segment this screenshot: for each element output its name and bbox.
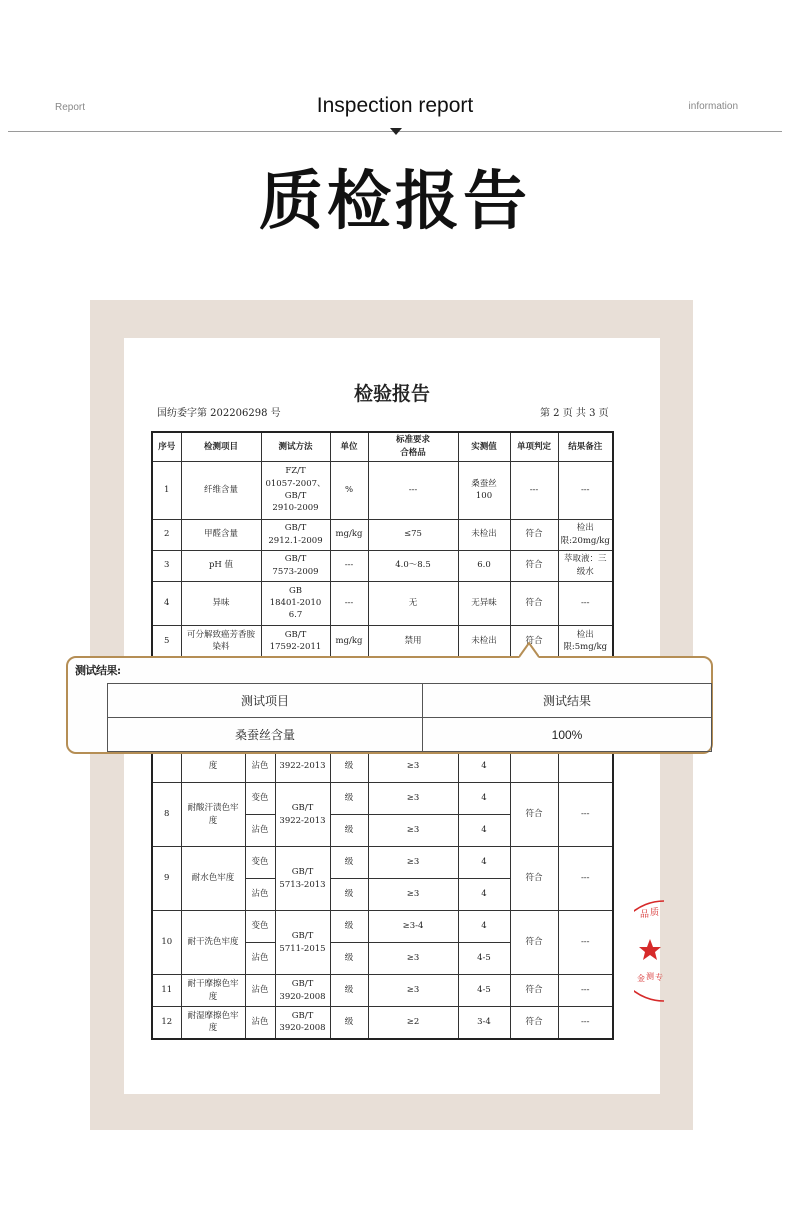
judgement: 符合 xyxy=(510,519,558,550)
judgement xyxy=(510,750,558,783)
requirement: ≥3 xyxy=(368,750,458,783)
test-method: GB/T 2912.1-2009 xyxy=(261,519,330,550)
unit: 级 xyxy=(330,975,368,1007)
requirement: ≥3 xyxy=(368,847,458,879)
row-number xyxy=(152,750,181,783)
result-value: 100% xyxy=(423,718,712,752)
test-item: 异味 xyxy=(181,581,261,625)
result-item: 桑蚕丝含量 xyxy=(108,718,423,752)
requirement: ≤75 xyxy=(368,519,458,550)
measured-value: 4 xyxy=(458,815,510,847)
unit: mg/kg xyxy=(330,625,368,658)
measured-value: 无异味 xyxy=(458,581,510,625)
popup-pointer xyxy=(519,642,539,658)
table-row xyxy=(152,975,613,1007)
document-title: 检验报告 xyxy=(353,383,430,405)
requirement: --- xyxy=(368,461,458,519)
unit: 级 xyxy=(330,879,368,911)
measured-value: 桑蚕丝 100 xyxy=(458,461,510,519)
unit: % xyxy=(330,461,368,519)
sub-item: 变色 xyxy=(245,783,275,815)
result-note: --- xyxy=(558,911,613,975)
row-number: 2 xyxy=(152,519,181,550)
test-item: pH 值 xyxy=(181,550,261,581)
sub-item: 沾色 xyxy=(245,1007,275,1039)
judgement: --- xyxy=(510,461,558,519)
test-method: GB/T 5713-2013 xyxy=(275,847,330,911)
judgement: 符合 xyxy=(510,847,558,911)
test-item: 可分解致癌芳香胺染料 xyxy=(181,625,261,658)
requirement: ≥3 xyxy=(368,943,458,975)
table-row xyxy=(152,581,613,625)
svg-text:品: 品 xyxy=(640,910,650,920)
table-row xyxy=(152,625,613,658)
unit: mg/kg xyxy=(330,519,368,550)
test-method: GB/T 17592-2011 xyxy=(261,625,330,658)
unit: --- xyxy=(330,550,368,581)
table-header-row xyxy=(152,432,613,461)
measured-value: 4 xyxy=(458,783,510,815)
sub-item: 沾色 xyxy=(245,815,275,847)
test-item: 耐干洗色牢度 xyxy=(181,911,245,975)
judgement: 符合 xyxy=(510,975,558,1007)
requirement: ≥3 xyxy=(368,783,458,815)
row-number: 8 xyxy=(152,783,181,847)
table-row xyxy=(152,783,613,815)
row-number: 10 xyxy=(152,911,181,975)
test-item: 耐酸汗渍色牢 度 xyxy=(181,783,245,847)
page-number: 第 2 页 共 3 页 xyxy=(540,408,609,419)
column-header: 实测值 xyxy=(458,432,510,461)
main-title: 质检报告 xyxy=(259,164,531,239)
measured-value: 未检出 xyxy=(458,625,510,658)
test-item: 耐水色牢度 xyxy=(181,847,245,911)
row-number: 9 xyxy=(152,847,181,911)
svg-text:金: 金 xyxy=(637,974,645,983)
result-note: --- xyxy=(558,1007,613,1039)
measured-value: 4-5 xyxy=(458,943,510,975)
unit: 级 xyxy=(330,750,368,783)
row-number: 5 xyxy=(152,625,181,658)
column-header: 标准要求 合格品 xyxy=(368,432,458,461)
svg-text:质: 质 xyxy=(650,908,660,918)
down-triangle-icon xyxy=(390,128,402,135)
measured-value: 4 xyxy=(458,911,510,943)
table-row xyxy=(152,1007,613,1039)
test-item: 甲醛含量 xyxy=(181,519,261,550)
table-row xyxy=(152,461,613,519)
unit: --- xyxy=(330,581,368,625)
table-row xyxy=(152,750,613,783)
sub-item: 沾色 xyxy=(245,879,275,911)
unit: 级 xyxy=(330,815,368,847)
test-method: GB/T 5711-2015 xyxy=(275,911,330,975)
result-note: --- xyxy=(558,581,613,625)
header-right-label: information xyxy=(688,101,738,112)
sub-item: 沾色 xyxy=(245,750,275,783)
unit: 级 xyxy=(330,943,368,975)
test-item: 耐干摩擦色牢 度 xyxy=(181,975,245,1007)
requirement: 无 xyxy=(368,581,458,625)
measured-value: 4 xyxy=(458,750,510,783)
requirement: 禁用 xyxy=(368,625,458,658)
result-note: --- xyxy=(558,783,613,847)
unit: 级 xyxy=(330,1007,368,1039)
judgement: 符合 xyxy=(510,581,558,625)
unit: 级 xyxy=(330,911,368,943)
row-number: 3 xyxy=(152,550,181,581)
test-method: GB/T 7573-2009 xyxy=(261,550,330,581)
measured-value: 6.0 xyxy=(458,550,510,581)
result-header-value: 测试结果 xyxy=(423,684,712,718)
table-row xyxy=(152,911,613,943)
requirement: ≥3-4 xyxy=(368,911,458,943)
judgement: 符合 xyxy=(510,625,558,658)
column-header: 结果备注 xyxy=(558,432,613,461)
test-method: GB 18401-2010 6.7 xyxy=(261,581,330,625)
test-method: GB/T 3920-2008 xyxy=(275,975,330,1007)
column-header: 测试方法 xyxy=(261,432,330,461)
test-method: GB/T 3922-2013 xyxy=(275,783,330,847)
result-note xyxy=(558,750,613,783)
result-header-row xyxy=(108,684,712,718)
judgement: 符合 xyxy=(510,911,558,975)
table-row xyxy=(152,847,613,879)
header-title: Inspection report xyxy=(316,94,474,117)
svg-text:测: 测 xyxy=(646,972,654,981)
measured-value: 4-5 xyxy=(458,975,510,1007)
measured-value: 4 xyxy=(458,879,510,911)
test-method: 3922-2013 xyxy=(275,750,330,783)
requirement: ≥3 xyxy=(368,975,458,1007)
table-row xyxy=(152,519,613,550)
row-number: 4 xyxy=(152,581,181,625)
table-row xyxy=(152,550,613,581)
row-number: 1 xyxy=(152,461,181,519)
judgement: 符合 xyxy=(510,783,558,847)
result-note: 萃取液：三 级水 xyxy=(558,550,613,581)
column-header: 序号 xyxy=(152,432,181,461)
sub-item: 沾色 xyxy=(245,943,275,975)
requirement: ≥2 xyxy=(368,1007,458,1039)
unit: 级 xyxy=(330,847,368,879)
test-method: FZ/T 01057-2007、 GB/T 2910-2009 xyxy=(261,461,330,519)
report-number: 国纺委字第 202206298 号 xyxy=(157,408,281,419)
result-table xyxy=(107,683,712,752)
test-item: 耐湿摩擦色牢 度 xyxy=(181,1007,245,1039)
result-header-item: 测试项目 xyxy=(108,684,423,718)
test-item: 纤维含量 xyxy=(181,461,261,519)
measured-value: 未检出 xyxy=(458,519,510,550)
test-item: 度 xyxy=(181,750,245,783)
measured-value: 3-4 xyxy=(458,1007,510,1039)
result-note: --- xyxy=(558,847,613,911)
measured-value: 4 xyxy=(458,847,510,879)
result-row xyxy=(108,718,712,752)
column-header: 单位 xyxy=(330,432,368,461)
requirement: ≥3 xyxy=(368,815,458,847)
result-note: --- xyxy=(558,461,613,519)
unit: 级 xyxy=(330,783,368,815)
judgement: 符合 xyxy=(510,550,558,581)
judgement: 符合 xyxy=(510,1007,558,1039)
row-number: 12 xyxy=(152,1007,181,1039)
sub-item: 变色 xyxy=(245,911,275,943)
sub-item: 变色 xyxy=(245,847,275,879)
result-note: 检出 限:5mg/kg xyxy=(558,625,613,658)
requirement: ≥3 xyxy=(368,879,458,911)
header-left-label: Report xyxy=(55,102,86,113)
sub-item: 沾色 xyxy=(245,975,275,1007)
report-table-bottom xyxy=(151,749,614,1040)
test-method: GB/T 3920-2008 xyxy=(275,1007,330,1039)
column-header: 检测项目 xyxy=(181,432,261,461)
column-header: 单项判定 xyxy=(510,432,558,461)
seal-stamp xyxy=(634,897,664,1005)
report-table-top xyxy=(151,431,614,659)
row-number: 11 xyxy=(152,975,181,1007)
svg-text:专: 专 xyxy=(655,973,663,982)
result-note: 检出 限:20mg/kg xyxy=(558,519,613,550)
popup-label: 测试结果: xyxy=(75,664,121,677)
requirement: 4.0～8.5 xyxy=(368,550,458,581)
result-note: --- xyxy=(558,975,613,1007)
